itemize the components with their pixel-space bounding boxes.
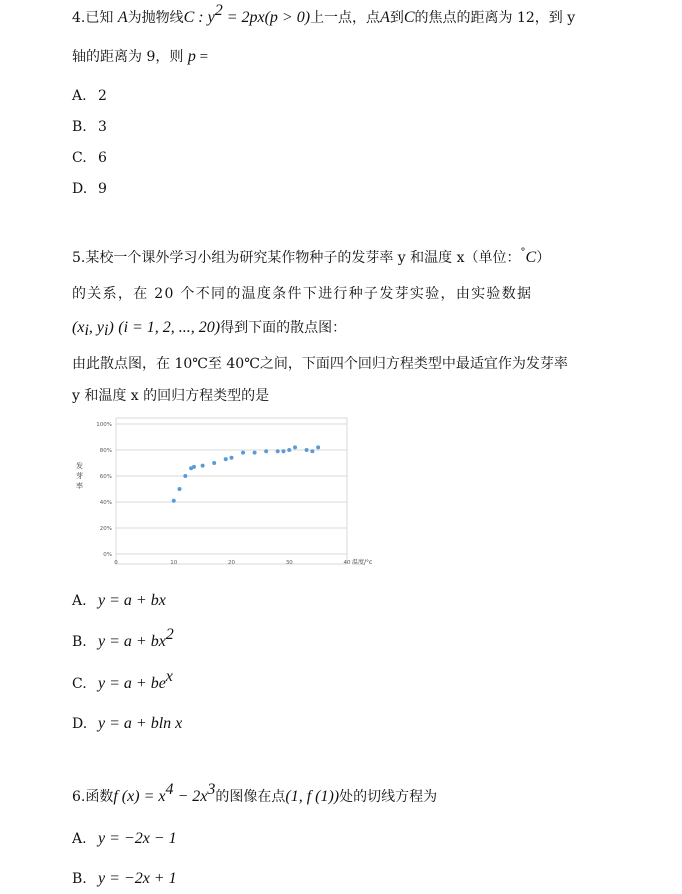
scatter-point-9	[241, 451, 245, 455]
q5-text-line5: y 和温度 x 的回归方程类型的是	[72, 388, 270, 404]
q4-var-a-2: A	[380, 9, 390, 26]
q4-option-c[interactable]: C. 6	[72, 150, 107, 166]
scatter-point-15	[293, 445, 297, 449]
q5-number: 5.	[72, 250, 86, 266]
q5-text-line1: 某校一个课外学习小组为研究某作物种子的发芽率 y 和温度 x（单位：	[85, 250, 521, 266]
q4-option-a[interactable]: A. 2	[72, 88, 107, 104]
chart-ylabel-2: 芽	[76, 472, 83, 480]
scatter-point-17	[310, 449, 314, 453]
scatter-point-18	[316, 445, 320, 449]
q6-number: 6.	[72, 789, 86, 805]
scatter-point-6	[212, 461, 216, 465]
x-tick-label-3: 30	[285, 560, 293, 566]
q4-number: 4.	[72, 10, 86, 26]
scatter-point-13	[281, 449, 285, 453]
q5-option-a[interactable]: A. y = a + bx	[72, 592, 166, 609]
q6-option-a[interactable]: A. y = −2x − 1	[72, 830, 177, 847]
q5-text-line4: 由此散点图，在 10℃至 40℃之间，下面四个回归方程类型中最适宜作为发芽率	[72, 356, 568, 372]
q5-stem-line3: ($x_i$, $y_i$) (i = 1, 2, ..., 20)得到下面的散点图：	[72, 319, 347, 339]
q5-pair-open: (x	[72, 319, 85, 336]
q4-stem-line2	[72, 47, 208, 67]
scatter-plot-svg	[72, 414, 382, 574]
q4-text-line2: 轴的距离为 9，则	[72, 49, 184, 65]
q6-function-lhs: f (x) = x	[113, 788, 166, 805]
q5-stem-line5	[72, 386, 269, 406]
q5-option-d[interactable]: D. y = a + bln x	[72, 715, 183, 732]
scatter-point-11	[264, 449, 268, 453]
q5-degree-sign: °	[520, 247, 526, 258]
x-tick-label-4: 40	[343, 560, 351, 566]
scatter-point-2	[183, 474, 187, 478]
scatter-point-12	[276, 449, 280, 453]
scatter-point-8	[230, 456, 234, 460]
y-tick-label-3: 60%	[99, 474, 112, 480]
scatter-point-14	[287, 448, 291, 452]
q5-stem-line1	[72, 248, 550, 268]
q4-text-to: 到	[389, 10, 404, 26]
q5-paren-close: ）	[536, 250, 551, 266]
scatter-point-5	[201, 464, 205, 468]
y-tick-label-1: 20%	[99, 526, 112, 532]
scatter-point-10	[253, 451, 257, 455]
q5-text-line3: 得到下面的散点图：	[220, 320, 347, 336]
q4-option-b[interactable]: B. 3	[72, 119, 107, 135]
q6-stem: 6.函数f $(x) = x^4 - 2x^3$的图像在点(1, f (1))处的切线方程为	[72, 781, 438, 805]
q4-option-d[interactable]: D. 9	[72, 181, 107, 197]
scatter-point-7	[224, 457, 228, 461]
q5-option-b[interactable]: B. $y = a + bx^2$	[72, 626, 174, 650]
q4-text-prefix: 已知	[85, 10, 114, 26]
q6-text-graph: 的图像在点	[215, 789, 286, 805]
q5-index-range: (i = 1, 2, ..., 20)	[118, 319, 221, 336]
q4-var-c: C	[403, 9, 415, 26]
q4-var-a: A	[117, 9, 128, 26]
scatter-point-4	[192, 465, 196, 469]
chart-ylabel-3: 率	[76, 482, 83, 490]
q4-equation-exp: 2	[214, 2, 223, 19]
q4-equals: =	[195, 49, 209, 65]
q4-var-p: p	[187, 48, 196, 65]
chart-ylabel-1: 发	[76, 462, 83, 470]
q4-text-parabola: 为抛物线	[127, 10, 184, 26]
q5-scatter-chart	[72, 414, 382, 574]
y-tick-label-5: 100%	[96, 422, 112, 428]
y-tick-label-2: 40%	[99, 500, 112, 506]
x-tick-label-0: 0	[114, 560, 118, 566]
scatter-point-0	[172, 499, 176, 503]
q5-option-c[interactable]: C. $y = a + be^x$	[72, 668, 173, 692]
q6-option-b[interactable]: B. y = −2x + 1	[72, 870, 177, 887]
q5-pair-comma: , y	[88, 319, 104, 336]
y-tick-label-0: 0%	[103, 552, 112, 558]
y-tick-label-4: 80%	[99, 448, 112, 454]
q5-stem-line4	[72, 354, 568, 374]
q5-unit-c: C	[525, 249, 537, 266]
scatter-point-16	[305, 448, 309, 452]
q4-text-point: 上一点，点	[310, 10, 381, 26]
q4-text-focus: 的焦点的距离为 12，到 y	[414, 10, 576, 26]
x-tick-label-1: 10	[170, 560, 178, 566]
q4-equation-lhs: C : y	[183, 9, 215, 26]
q6-text-func: 函数	[85, 789, 114, 805]
q6-function-mid: − 2x	[173, 788, 208, 805]
q6-text-tangent: 处的切线方程为	[339, 789, 438, 805]
q4-stem-line1	[72, 2, 576, 28]
q5-stem-line2	[72, 284, 532, 304]
x-tick-label-2: 20	[228, 560, 235, 566]
q6-point: (1, f (1))	[285, 788, 340, 805]
scatter-point-1	[178, 487, 182, 491]
chart-area-border	[116, 418, 347, 564]
chart-xlabel: 温度/°c	[352, 559, 373, 566]
q4-equation-rhs: = 2px(p > 0)	[222, 9, 311, 26]
q5-text-line2: 的关系，在 20 个不同的温度条件下进行种子发芽实验，由实验数据	[72, 286, 533, 302]
